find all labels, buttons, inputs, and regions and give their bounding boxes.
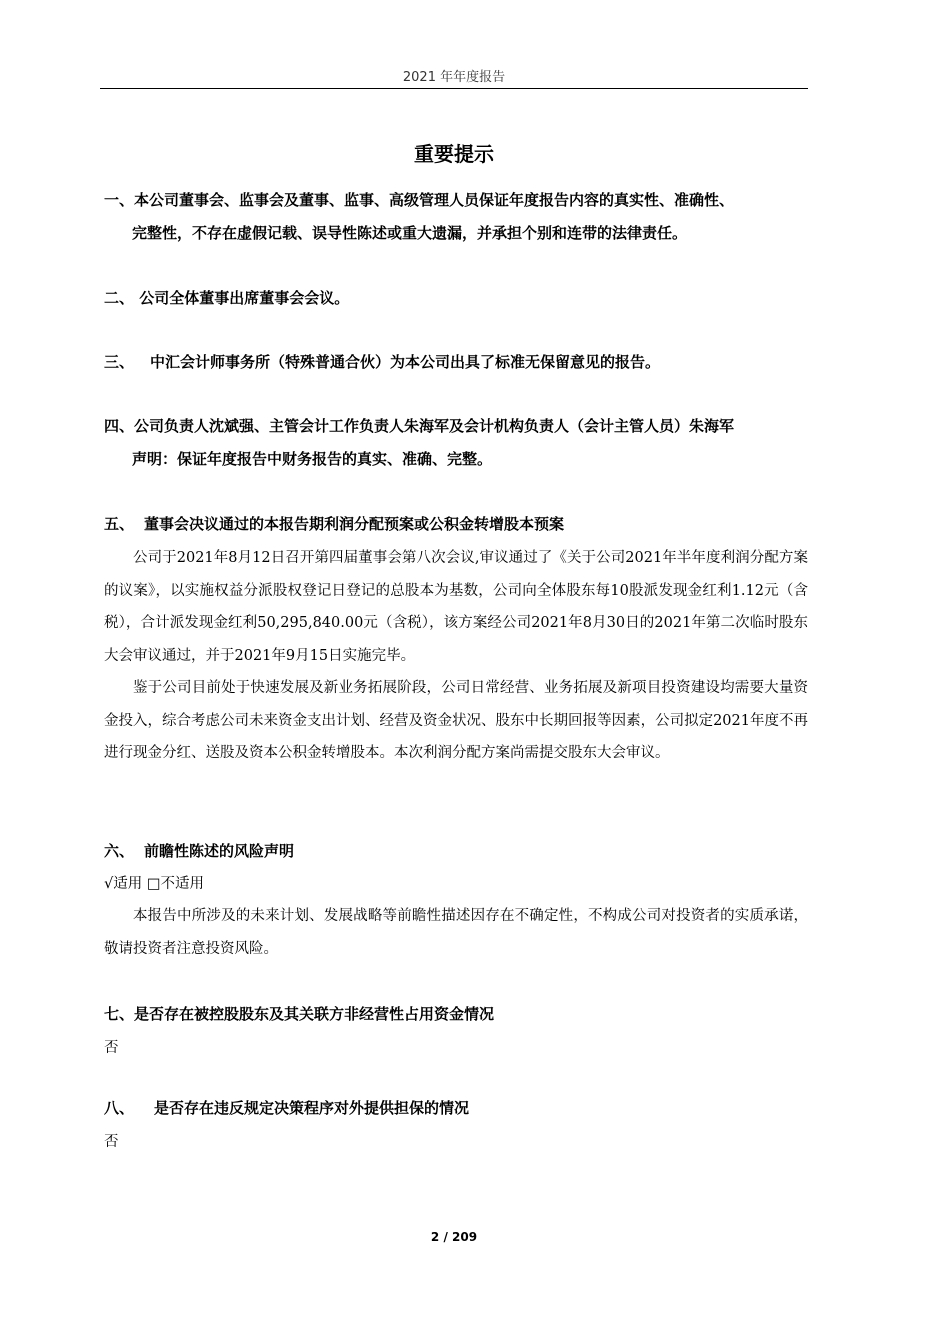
section-6-heading [104,835,810,868]
section-7-answer: 否 [104,1040,119,1056]
page-title: 重要提示 [414,142,494,166]
section-2: 二、 公司全体董事出席董事会会议。 [104,289,350,307]
page-number: 2 / 209 [430,1230,478,1244]
section-1-line2: 完整性，不存在虚假记载、误导性陈述或重大遗漏，并承担个别和连带的法律责任。 [132,224,688,242]
section-4-line2: 声明：保证年度报告中财务报告的真实、准确、完整。 [132,450,493,468]
section-4-line1: 四、公司负责人沈斌强、主管会计工作负责人朱海军及会计机构负责人（会计主管人员）朱海军 [104,417,735,435]
section-5-paragraph-2: 鉴于公司目前处于快速发展及新业务拓展阶段，公司日常经营、业务拓展及新项目投资建设均需要大量资金投入，综合考虑公司未来资金支出计划、经营及资金状况、股东中长期回报等因素，公司拟定2021年度不再进行现金分红、送股及资本公积金转增股本。本次利润分配方案尚需提交股东大会审议。 [104,680,808,761]
section-4 [104,410,810,476]
section-8-answer: 否 [104,1134,119,1150]
section-6-number: 六、 [104,842,135,860]
section-8-number: 八、 [104,1099,135,1117]
section-6-text: 前瞻性陈述的风险声明 [144,842,295,860]
section-7-heading: 七、是否存在被控股股东及其关联方非经营性占用资金情况 [104,1005,495,1023]
section-8-heading [104,1092,810,1125]
header-divider [100,88,808,89]
section-3 [104,346,810,379]
section-5-paragraph-1: 公司于2021年8月12日召开第四届董事会第八次会议,审议通过了《关于公司2021年半年度利润分配方案的议案》，以实施权益分派股权登记日登记的总股本为基数，公司向全体股东每10股派发现金红利1.12元（含税），合计派发现金红利50,295,840.00元（含税），该方案经公司2021年8月30日的2021年第二次临时股东大会审议通过，并于2021年9月15日实施完毕。 [104,550,808,664]
section-1 [104,184,810,250]
section-5-text: 董事会决议通过的本报告期利润分配预案或公积金转增股本预案 [144,515,565,533]
section-1-line1: 一、本公司董事会、监事会及董事、监事、高级管理人员保证年度报告内容的真实性、准确性、 [104,191,735,209]
section-5-number: 五、 [104,515,135,533]
section-6-paragraph: 本报告中所涉及的未来计划、发展战略等前瞻性描述因存在不确定性，不构成公司对投资者的实质承诺，敬请投资者注意投资风险。 [104,908,808,957]
section-8-text: 是否存在违反规定决策程序对外提供担保的情况 [154,1099,470,1117]
section-3-text: 中汇会计师事务所（特殊普通合伙）为本公司出具了标准无保留意见的报告。 [150,353,661,371]
section-5-heading [104,508,810,541]
page-header: 2021 年年度报告 [402,70,506,85]
applicability-options: √适用 □不适用 [104,876,205,892]
section-3-number: 三、 [104,353,135,371]
